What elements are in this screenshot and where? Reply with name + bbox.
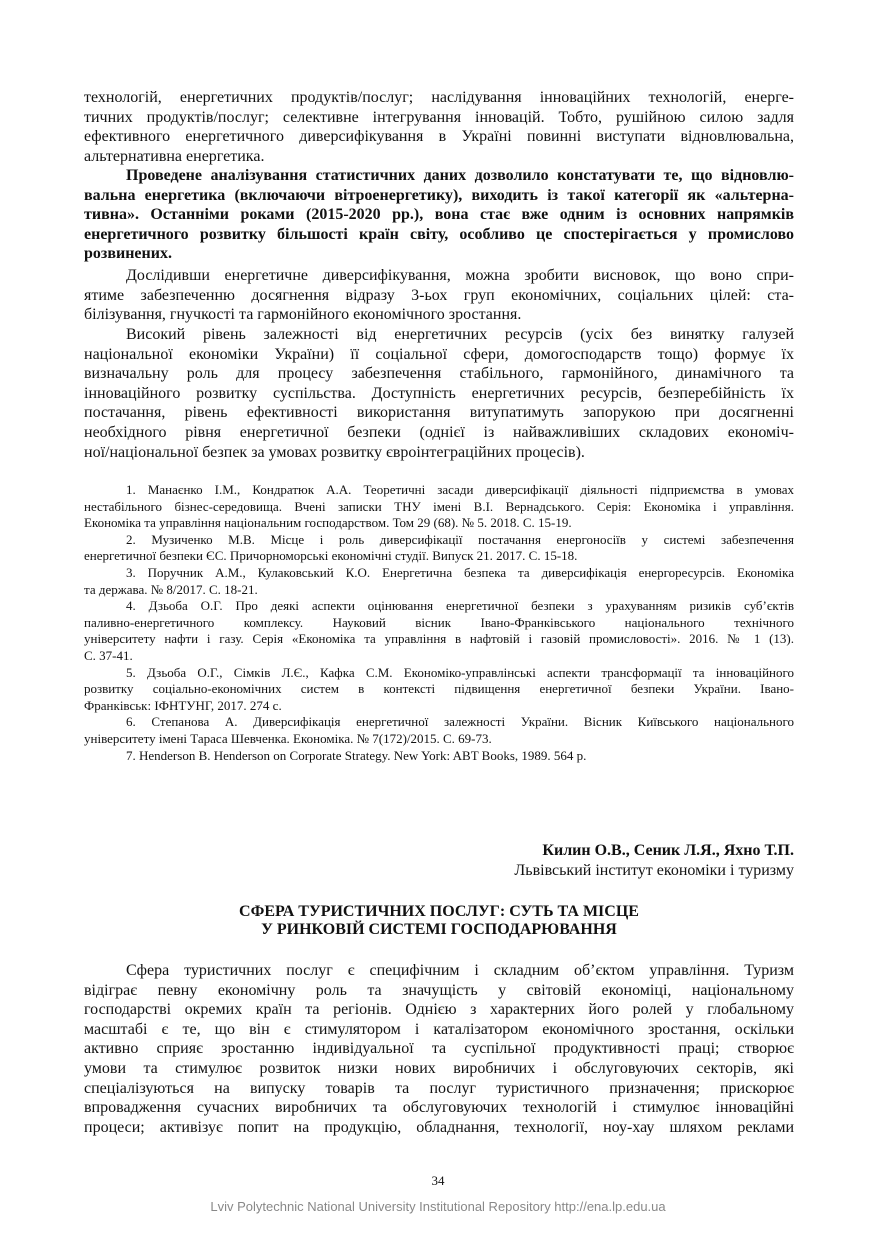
page-number: 34	[431, 1173, 445, 1188]
reference-item	[84, 482, 794, 532]
text-line: 2. Музиченко М.В. Місце і роль диверсифікації постачання енергоносіїв у системі забезпечення	[126, 531, 794, 547]
text-line: впровадження сучасних виробничих та обслуговуючих технологій і стимулює інноваційні	[84, 1099, 794, 1117]
text-line: альтернативна енергетика.	[84, 147, 265, 165]
text-line: розвитку соціально-економічних систем в контексті підвищення енергетичної безпеки України. Івано-	[84, 681, 794, 697]
text-line: інноваційного розвитку суспільства. Доступність енергетичних ресурсів, безперебійність їх	[84, 384, 794, 402]
text-line: постачання, рівень ефективності використання витупатимуть запорукою при досягненні	[84, 404, 794, 422]
article-title-line2: У РИНКОВІЙ СИСТЕМІ ГОСПОДАРЮВАННЯ	[261, 921, 617, 938]
text-line: необхідного рівня енергетичної безпеки (однієї із найважливіших складових економіч-	[84, 423, 794, 441]
text-line: господарстві окремих країн та регіонів. Однією з характерних його ролей у глобальному	[84, 1001, 794, 1019]
text-line: технологій, енергетичних продуктів/послуг; наслідування інноваційних технологій, енерге-	[84, 89, 794, 106]
reference-item	[84, 714, 794, 747]
text-line: Високий рівень залежності від енергетичних ресурсів (усіх без винятку галузей	[126, 326, 794, 343]
text-line: енергетичного розвитку більшості країн світу, особливо це спостерігається у промислово	[84, 225, 794, 243]
text-line: Проведене аналізування статистичних даних дозволило констатувати те, що відновлю-	[126, 167, 794, 184]
paragraph-3	[84, 266, 794, 325]
text-line: Сфера туристичних послуг є специфічним і складним об’єктом управління. Туризм	[126, 962, 794, 979]
text-line: університету імені Тараса Шевченка. Економіка. № 7(172)/2015. С. 69-73.	[84, 730, 492, 746]
text-line: масштабі є те, що він є стимулятором і каталізатором економічного зростання, оскільки	[84, 1020, 794, 1038]
text-line: ної/національної безпек за умовах розвитку євроінтеграційних процесів).	[84, 443, 585, 461]
text-line: визначальну роль для процесу забезпечення стабільного, гармонійного, динамічного та	[84, 365, 794, 383]
text-line: С. 37-41.	[84, 647, 133, 663]
text-line: розвинених.	[84, 245, 172, 263]
reference-item	[84, 565, 794, 598]
text-line: паливно-енергетичного комплексу. Науковий вісник Івано-Франківського національного технічного	[84, 614, 794, 630]
text-line: умови та стимулює розвиток низки нових виробничих і обслуговуючих секторів, які	[84, 1059, 794, 1077]
article-title-line1: СФЕРА ТУРИСТИЧНИХ ПОСЛУГ: СУТЬ ТА МІСЦЕ	[239, 903, 639, 920]
text-line: тичних продуктів/послуг; селективне інтегрування інновацій. Тобто, рушійною силою задля	[84, 108, 794, 126]
repository-footer: Lviv Polytechnic National University Institutional Repository http://ena.lp.edu.ua	[210, 1199, 666, 1214]
paragraph-4	[84, 325, 794, 462]
text-line: енергетичної безпеки ЄС. Причорноморські економічні студії. Випуск 21. 2017. С. 15-18.	[84, 548, 578, 564]
reference-item	[84, 748, 794, 765]
text-line: спеціалізуються на випуску товарів та послуг туристичного призначення; прискорює	[84, 1079, 794, 1097]
paragraph-2-bold	[84, 166, 794, 264]
reference-item	[84, 532, 794, 565]
text-line: білізування, гнучкості та гармонійного економічного зростання.	[84, 306, 522, 324]
references-list	[84, 482, 794, 764]
text-line: 6. Степанова А. Диверсифікація енергетичної залежності України. Вісник Київського національного	[126, 714, 794, 730]
text-line: вальна енергетика (включаючи вітроенергетику), виходить із такої категорії як «альтерна-	[84, 186, 794, 204]
text-line: відіграє певну економічну роль та значущість у світовій економіці, національному	[84, 981, 794, 999]
text-line: нестабільного бізнес-середовища. Вчені записки ТНУ імені В.І. Вернадського. Серія: Економіка і управління.	[84, 498, 794, 514]
text-line: Економіка та управління національним господарством. Том 29 (68). № 5. 2018. С. 15-19.	[84, 515, 572, 531]
text-line: Франківськ: ІФНТУНГ, 2017. 274 с.	[84, 697, 282, 713]
text-line: ефективного енергетичного диверсифікування в Україні повинні виступати відновлювальна,	[84, 128, 794, 146]
text-line: 4. Дзьоба О.Г. Про деякі аспекти оцінювання енергетичної безпеки з урахуванням ризиків суб’єктів	[126, 598, 794, 614]
text-line: 5. Дзьоба О.Г., Сімків Л.Є., Кафка С.М. Економіко-управлінські аспекти трансформації та інноваційного	[126, 664, 794, 680]
article-body	[84, 961, 794, 1137]
text-line: тивна». Останніми роками (2015-2020 рр.), вона стає вже одним із основних напрямків	[84, 206, 794, 224]
text-line: 1. Манаєнко І.М., Кондратюк А.А. Теоретичні засади диверсифікації діяльності підприємства в умовах	[126, 482, 794, 497]
text-line: та держава. № 8/2017. С. 18-21.	[84, 581, 258, 597]
text-line: 7. Henderson B. Henderson on Corporate Strategy. New York: ABT Books, 1989. 564 p.	[126, 747, 587, 763]
reference-item	[84, 598, 794, 664]
reference-item	[84, 665, 794, 715]
article-affiliation: Львівський інститут економіки і туризму	[514, 862, 794, 879]
text-line: процеси; активізує попит на продукцію, обладнання, технології, ноу-хау шляхом реклами	[84, 1118, 794, 1136]
paragraph-1	[84, 88, 794, 166]
text-line: активно сприяє зростанню індивідуальної та суспільної продуктивності праці; створює	[84, 1040, 794, 1058]
text-line: 3. Поручник А.М., Кулаковський К.О. Енергетична безпека та диверсифікація енергоресурсів. Економіка	[126, 564, 794, 580]
text-line: Дослідивши енергетичне диверсифікування, можна зробити висновок, що воно спри-	[126, 267, 794, 284]
article-authors: Килин О.В., Сеник Л.Я., Яхно Т.П.	[542, 842, 794, 859]
text-line: національної економіки України) її соціальної сфери, домогосподарств тощо) формує їх	[84, 345, 794, 363]
text-line: ятиме забезпеченню досягнення відразу 3-ьох груп економічних, соціальних цілей: ста-	[84, 286, 794, 304]
text-line: університету нафти і газу. Серія «Економіка та управління в нафтовій і газовій промисловості». 2016. № 1 (13).	[84, 631, 794, 647]
